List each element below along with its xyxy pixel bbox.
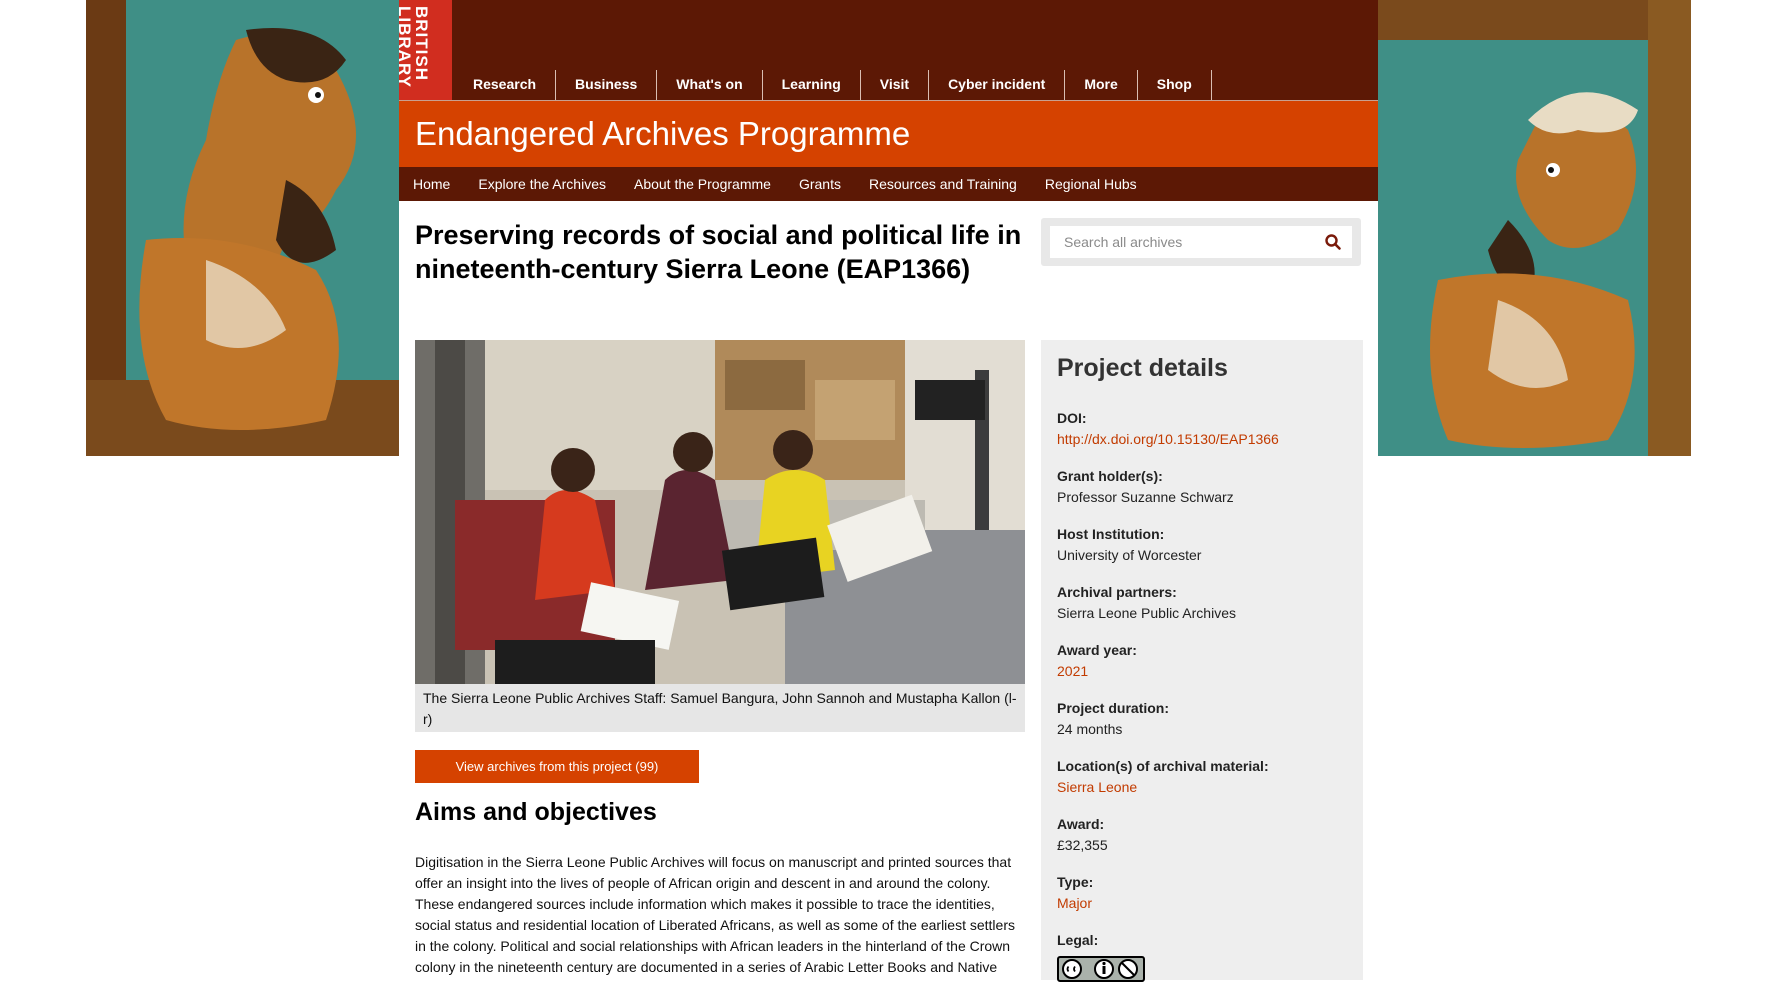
sub-nav-home[interactable]: Home <box>413 176 451 192</box>
detail-grant-holder <box>1057 466 1357 508</box>
detail-legal <box>1057 930 1357 951</box>
detail-type-label: Type: <box>1057 874 1094 890</box>
search-box <box>1041 218 1361 266</box>
top-nav-shop[interactable]: Shop <box>1138 70 1212 100</box>
background-painting-left <box>86 0 399 456</box>
detail-location-label: Location(s) of archival material: <box>1057 758 1269 774</box>
sub-nav-resources-training[interactable]: Resources and Training <box>868 176 1017 192</box>
detail-type <box>1057 872 1357 914</box>
project-figure <box>415 340 1025 732</box>
detail-archival-partners <box>1057 582 1357 624</box>
sub-nav-explore-archives[interactable]: Explore the Archives <box>478 176 606 192</box>
sub-nav-regional-hubs[interactable]: Regional Hubs <box>1044 176 1137 192</box>
detail-host-institution <box>1057 524 1357 566</box>
top-nav <box>454 70 1212 100</box>
detail-award-label: Award: <box>1057 816 1105 832</box>
search-input[interactable] <box>1050 226 1352 258</box>
detail-project-duration <box>1057 698 1357 740</box>
top-nav-visit[interactable]: Visit <box>861 70 929 100</box>
sub-nav-about-programme[interactable]: About the Programme <box>633 176 771 192</box>
detail-award-year-label: Award year: <box>1057 642 1137 658</box>
page-title: Preserving records of social and political life in nineteenth-century Sierra Leone (EAP1366) <box>415 220 1022 284</box>
detail-award <box>1057 814 1357 856</box>
view-archives-button[interactable]: View archives from this project (99) <box>415 750 699 783</box>
main-content <box>395 0 1378 975</box>
aims-text: Digitisation in the Sierra Leone Public Archives will focus on manuscript and printed sources that offer an insight into the lives of people of African origin and descent in and around the colony. These endangered sources include information which makes it possible to trace the identities, social status and residential location of Liberated Africans, as well as some of the earliest settlers in the colony. Political and social relationships with African leaders in the hinterland of the Crown colony in the nineteenth century are documented in a series of Arabic Letter Books and Native <box>415 854 1015 975</box>
project-details-panel <box>1041 340 1363 980</box>
detail-archival-partners-label: Archival partners: <box>1057 584 1177 600</box>
top-nav-more[interactable]: More <box>1065 70 1137 100</box>
detail-host-institution-value: University of Worcester <box>1057 547 1202 563</box>
detail-award-year <box>1057 640 1357 682</box>
project-details-title: Project details <box>1057 354 1228 382</box>
top-nav-whats-on[interactable]: What's on <box>657 70 762 100</box>
type-link[interactable]: Major <box>1057 895 1093 911</box>
award-year-link[interactable]: 2021 <box>1057 663 1089 679</box>
top-nav-learning[interactable]: Learning <box>763 70 861 100</box>
top-header <box>395 0 1378 101</box>
logo-line-library: LIBRARY <box>395 6 414 88</box>
detail-project-duration-label: Project duration: <box>1057 700 1170 716</box>
programme-title[interactable]: Endangered Archives Programme <box>415 115 911 152</box>
detail-doi <box>1057 408 1357 450</box>
detail-grant-holder-label: Grant holder(s): <box>1057 468 1163 484</box>
sub-nav <box>399 167 1378 201</box>
search-icon[interactable] <box>1324 233 1342 251</box>
british-library-logo[interactable] <box>395 0 452 100</box>
location-link[interactable]: Sierra Leone <box>1057 779 1138 795</box>
logo-line-british: BRITISH <box>412 6 431 81</box>
sub-nav-grants[interactable]: Grants <box>798 176 841 192</box>
top-nav-research[interactable]: Research <box>454 70 556 100</box>
detail-doi-label: DOI: <box>1057 410 1087 426</box>
top-nav-cyber-incident[interactable]: Cyber incident <box>929 70 1065 100</box>
doi-link[interactable]: http://dx.doi.org/10.15130/EAP1366 <box>1057 431 1279 447</box>
photo-caption: The Sierra Leone Public Archives Staff: Samuel Bangura, John Sannoh and Mustapha Kallon (l-r) <box>423 690 1017 727</box>
detail-location <box>1057 756 1357 798</box>
creative-commons-icon[interactable] <box>1057 956 1145 982</box>
programme-banner <box>399 101 1378 167</box>
top-nav-business[interactable]: Business <box>556 70 657 100</box>
background-painting-right <box>1378 0 1691 456</box>
detail-award-value: £32,355 <box>1057 837 1108 853</box>
detail-archival-partners-value: Sierra Leone Public Archives <box>1057 605 1236 621</box>
detail-host-institution-label: Host Institution: <box>1057 526 1165 542</box>
project-photo <box>415 340 1025 684</box>
detail-grant-holder-value: Professor Suzanne Schwarz <box>1057 489 1234 505</box>
aims-heading: Aims and objectives <box>415 798 657 826</box>
detail-project-duration-value: 24 months <box>1057 721 1123 737</box>
detail-legal-label: Legal: <box>1057 932 1099 948</box>
